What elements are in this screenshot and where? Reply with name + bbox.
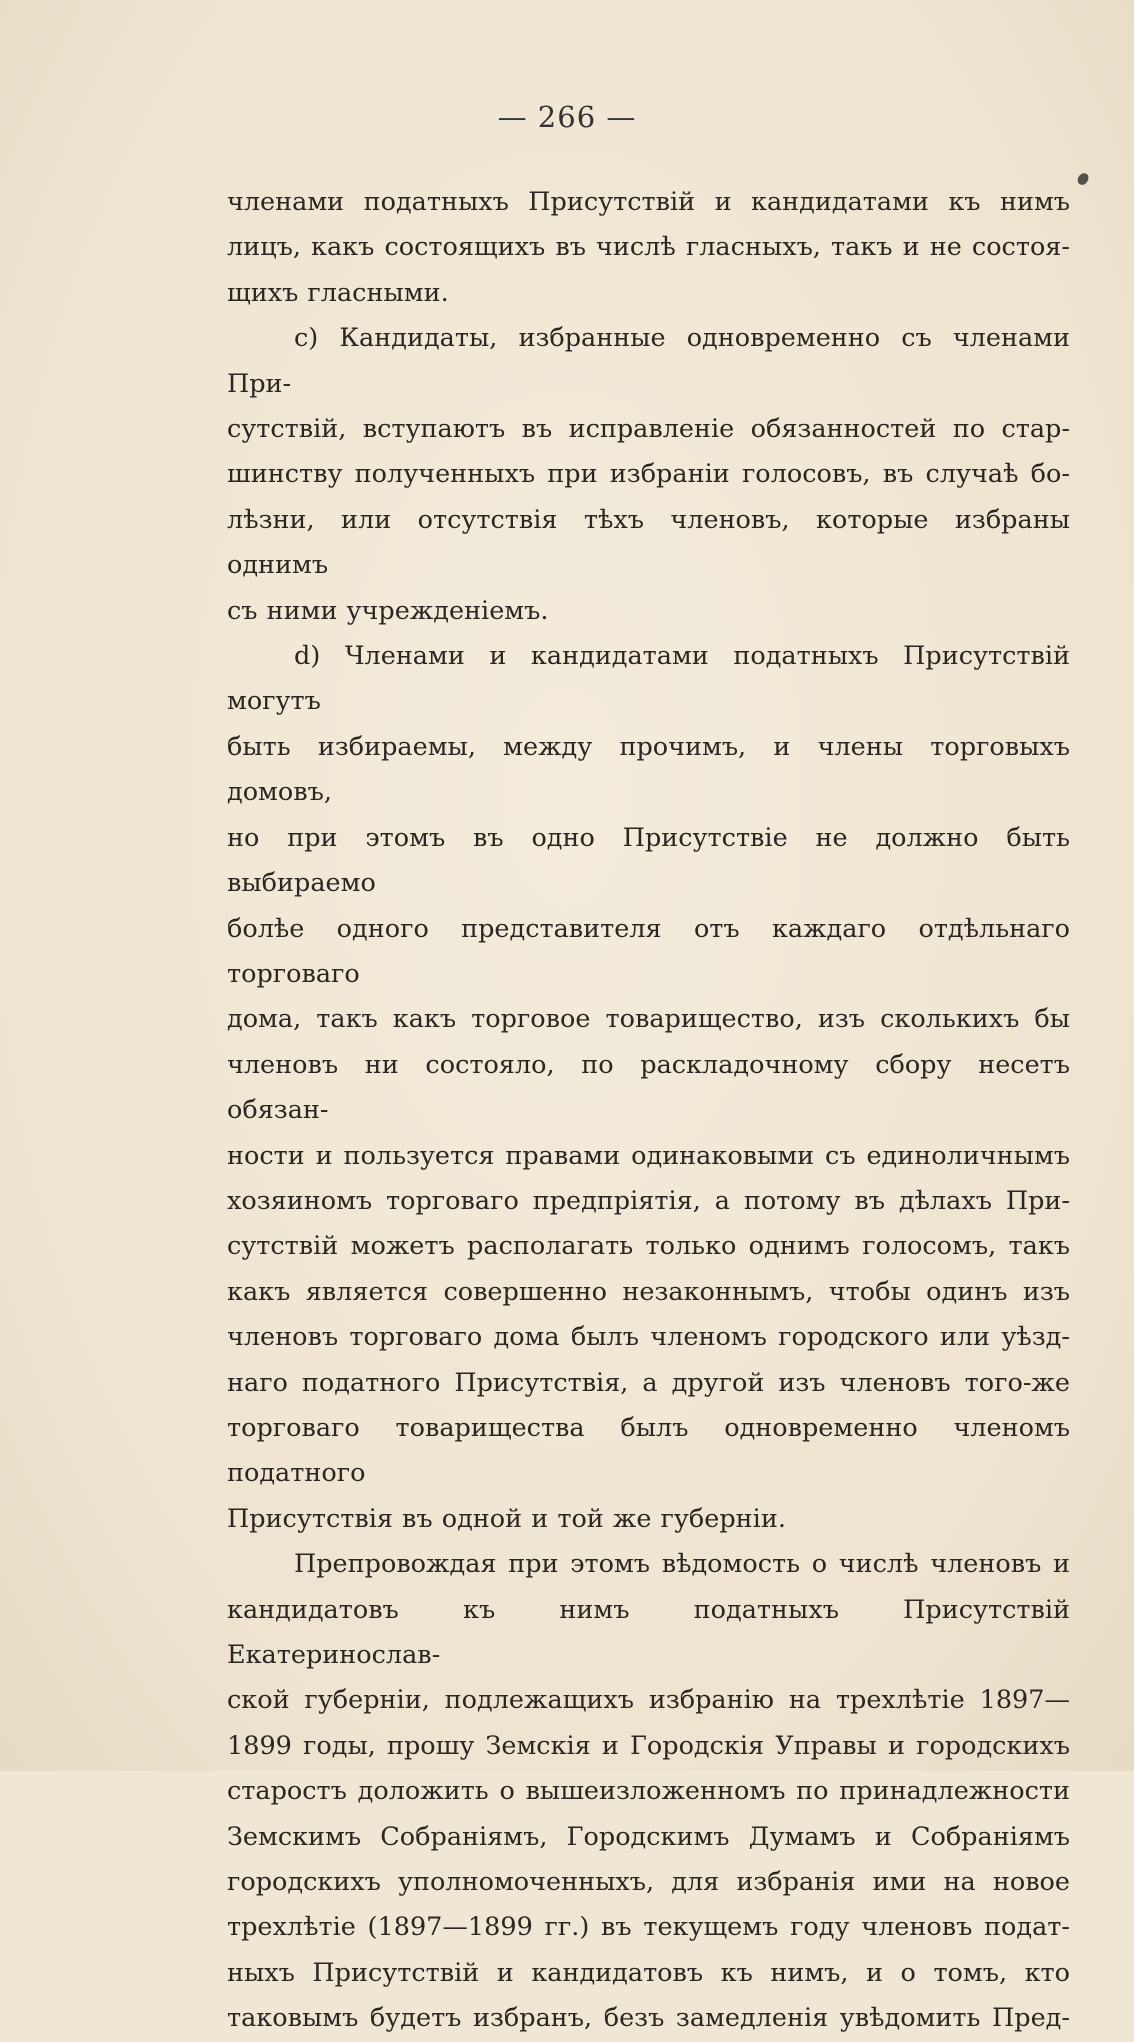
text-line: хозяиномъ торговаго предпріятія, а потому въ дѣлахъ При- (227, 1185, 1070, 1216)
text-line: щихъ гласными. (227, 277, 449, 308)
text-line: 1899 годы, прошу Земскія и Городскія Управы и городскихъ (227, 1730, 1070, 1761)
text-line: Присутствія въ одной и той же губерніи. (227, 1503, 786, 1534)
text-line: съ ними учрежденіемъ. (227, 595, 549, 626)
text-line: быть избираемы, между прочимъ, и члены торговыхъ домовъ, (227, 731, 1070, 808)
paragraph (227, 1542, 1070, 2041)
text-line: d) Членами и кандидатами податныхъ Присутствій могутъ (227, 641, 1070, 717)
text-line: шинству полученныхъ при избраніи голосовъ, въ случаѣ бо- (227, 459, 1070, 490)
text-line: лицъ, какъ состоящихъ въ числѣ гласныхъ, такъ и не состоя- (227, 232, 1070, 263)
text-line: но при этомъ въ одно Присутствіе не должно быть выбираемо (227, 822, 1070, 899)
text-line: сутствій можетъ располагать только однимъ голосомъ, такъ (227, 1231, 1070, 1262)
text-line: членами податныхъ Присутствій и кандидатами къ нимъ (227, 187, 1070, 217)
text-line: старостъ доложить о вышеизложенномъ по принадлежности (227, 1776, 1070, 1807)
text-line: Препровождая при этомъ вѣдомость о числѣ членовъ и (294, 1549, 1070, 1580)
text-line: трехлѣтіе (1897—1899 гг.) въ текущемъ году членовъ подат- (227, 1912, 1070, 1943)
page-number: — 266 — (497, 100, 637, 134)
text-line: торговаго товарищества былъ одновременно членомъ податного (227, 1412, 1070, 1489)
text-line: какъ является совершенно незаконнымъ, чтобы одинъ изъ (227, 1276, 1070, 1307)
text-line: ности и пользуется правами одинаковыми съ единоличнымъ (227, 1140, 1070, 1171)
text-line: членовъ ни состояло, по раскладочному сбору несетъ обязан- (227, 1049, 1070, 1126)
text-line: сутствій, вступаютъ въ исправленіе обязанностей по стар- (227, 414, 1070, 445)
paragraph (227, 180, 1070, 316)
text-line: таковымъ будетъ избранъ, безъ замедленія увѣдомить Пред- (227, 2003, 1070, 2034)
text-line: городскихъ уполномоченныхъ, для избранія ими на новое (227, 1867, 1070, 1898)
text-line: Земскимъ Собраніямъ, Городскимъ Думамъ и Собраніямъ (227, 1821, 1070, 1852)
text-line: кандидатовъ къ нимъ податныхъ Присутствій Екатеринослав- (227, 1594, 1070, 1670)
text-line: ской губерніи, подлежащихъ избранію на трехлѣтіе 1897— (227, 1685, 1070, 1716)
body-text (227, 180, 1070, 2042)
text-line: наго податного Присутствія, а другой изъ членовъ того-же (227, 1367, 1070, 1398)
ink-mark-icon (1076, 172, 1090, 187)
paragraph (227, 634, 1070, 1542)
text-line: лѣзни, или отсутствія тѣхъ членовъ, которые избраны однимъ (227, 504, 1070, 581)
text-line: дома, такъ какъ торговое товарищество, изъ сколькихъ бы (227, 1004, 1070, 1035)
text-line: членовъ торговаго дома былъ членомъ городского или уѣзд- (227, 1322, 1070, 1353)
text-line: с) Кандидаты, избранные одновременно съ членами При- (227, 323, 1070, 399)
text-line: ныхъ Присутствій и кандидатовъ къ нимъ, и о томъ, кто (227, 1957, 1070, 1988)
paragraph (227, 316, 1070, 634)
text-line: болѣе одного представителя отъ каждаго отдѣльнаго торговаго (227, 913, 1070, 989)
